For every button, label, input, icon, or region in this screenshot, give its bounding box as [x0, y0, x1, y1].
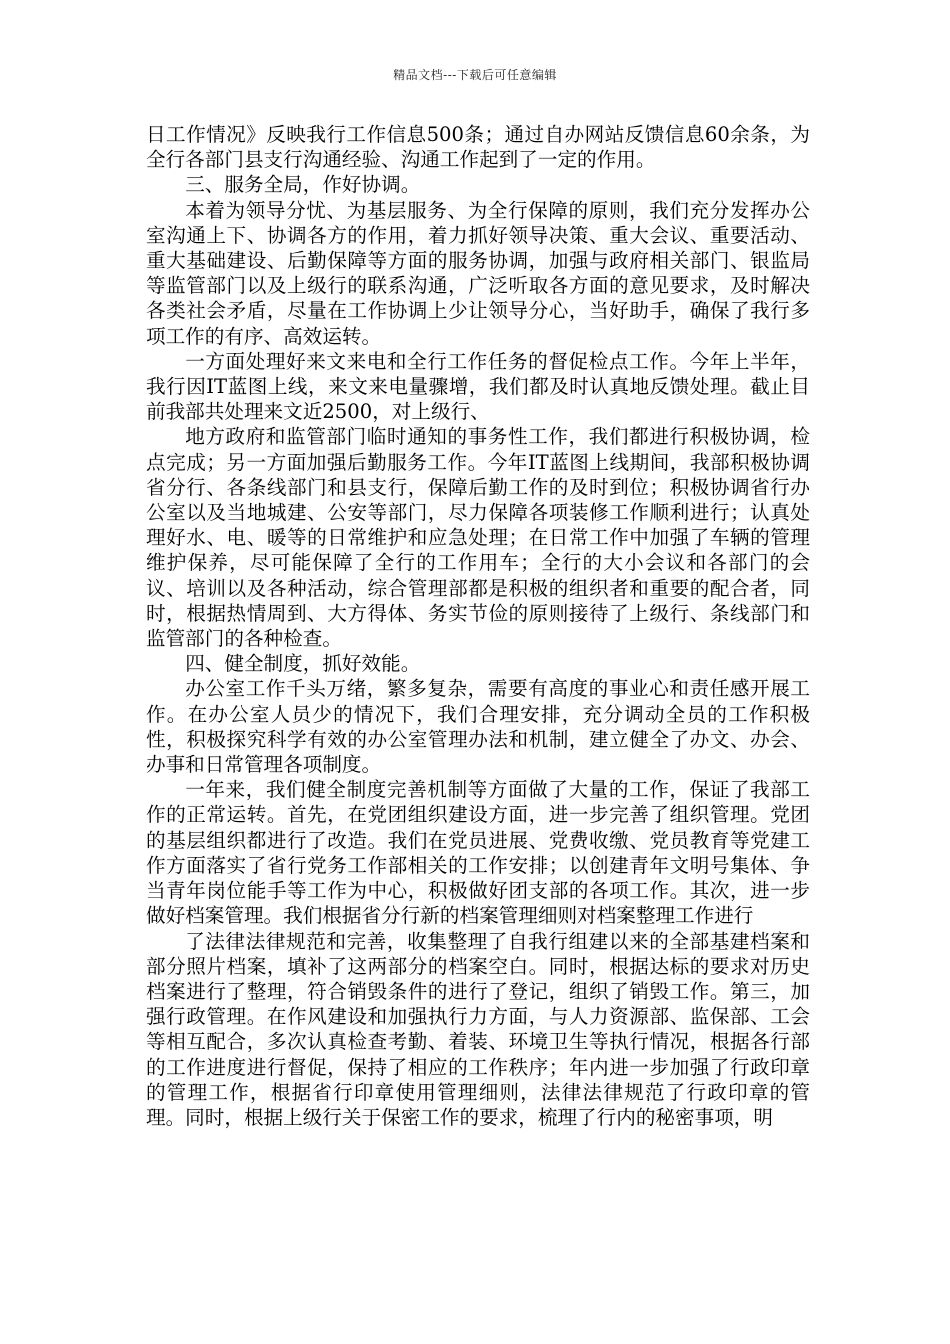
page-header: 精品文档---下载后可任意编辑 [393, 68, 557, 82]
section-heading-3: 三、服务全局，作好协调。 [185, 173, 421, 197]
paragraph-5: 办公室工作千头万绪，繁多复杂，需要有高度的事业心和责任感开展工作。在办公室人员少的情况下，我们合理安排，充分调动全员的工作积极性，积极探究科学有效的办公室管理办法和机制，建立健全了办文、办会、办事和日常管理各项制度。 [146, 677, 810, 777]
paragraph-2: 本着为领导分忧、为基层服务、为全行保障的原则，我们充分发挥办公室沟通上下、协调各方的作用，着力抓好领导决策、重大会议、重要活动、重大基础建设、后勤保障等方面的服务协调，加强与政府相关部门、银监局等监管部门以及上级行的联系沟通，广泛听取各方面的意见要求，及时解决各类社会矛盾，尽量在工作协调上少让领导分心，当好助手，确保了我行多项工作的有序、高效运转。 [146, 198, 810, 348]
paragraph-3: 一方面处理好来文来电和全行工作任务的督促检点工作。今年上半年，我行因IT蓝图上线，来文来电量骤增，我们都及时认真地反馈处理。截止目前我部共处理来文近2500，对上级行、 [146, 349, 810, 424]
section-heading-4: 四、健全制度，抓好效能。 [185, 652, 421, 676]
paragraph-6: 一年来，我们健全制度完善机制等方面做了大量的工作，保证了我部工作的正常运转。首先，在党团组织建设方面，进一步完善了组织管理。党团的基层组织都进行了改造。我们在党员进展、党费收缴、党员教育等党建工作方面落实了省行党务工作部相关的工作安排；以创建青年文明号集体、争当青年岗位能手等工作为中心，积极做好团支部的各项工作。其次，进一步做好档案管理。我们根据省分行新的档案管理细则对档案整理工作进行 [146, 778, 810, 928]
paragraph-4: 地方政府和监管部门临时通知的事务性工作，我们都进行积极协调，检点完成；另一方面加强后勤服务工作。今年IT蓝图上线期间，我部积极协调省分行、各条线部门和县支行，保障后勤工作的及时到位；积极协调省行办公室以及当地城建、公安等部门，尽力保障各项装修工作顺利进行；认真处理好水、电、暖等的日常维护和应急处理；在日常工作中加强了车辆的管理维护保养，尽可能保障了全行的工作用车；全行的大小会议和各部门的会议、培训以及各种活动，综合管理部都是积极的组织者和重要的配合者，同时，根据热情周到、大方得体、务实节俭的原则接待了上级行、条线部门和监管部门的各种检查。 [146, 425, 810, 651]
paragraph-1: 日工作情况》反映我行工作信息500条；通过自办网站反馈信息60余条，为全行各部门县支行沟通经验、沟通工作起到了一定的作用。 [146, 123, 810, 172]
document-body [146, 122, 810, 1130]
paragraph-7: 了法律法律规范和完善，收集整理了自我行组建以来的全部基建档案和部分照片档案，填补了这两部分的档案空白。同时，根据达标的要求对历史档案进行了整理，符合销毁条件的进行了登记，组织了销毁工作。第三，加强行政管理。在作风建设和加强执行力方面，与人力资源部、监保部、工会等相互配合，多次认真检查考勤、着装、环境卫生等执行情况，根据各行部的工作进度进行督促，保持了相应的工作秩序；年内进一步加强了行政印章的管理工作，根据省行印章使用管理细则，法律法律规范了行政印章的管理。同时，根据上级行关于保密工作的要求，梳理了行内的秘密事项，明 [146, 929, 810, 1129]
